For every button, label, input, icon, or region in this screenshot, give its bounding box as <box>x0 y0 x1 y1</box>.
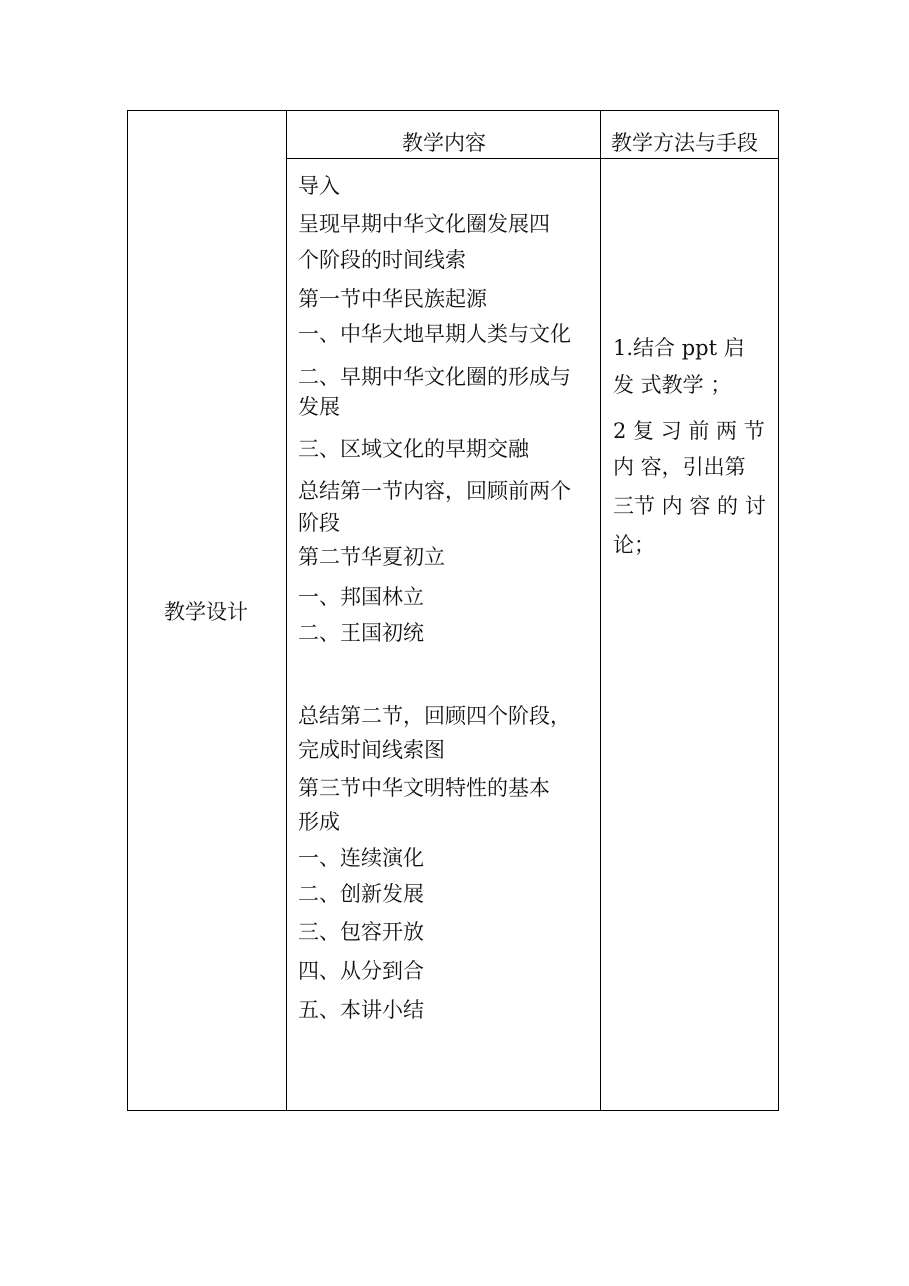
content-line: 五、本讲小结 <box>298 998 424 1022</box>
content-line: 一、连续演化 <box>298 846 424 870</box>
content-line: 一、邦国林立 <box>298 585 424 609</box>
content-line: 阶段 <box>298 511 340 535</box>
content-line: 导入 <box>298 174 340 198</box>
content-line: 一、中华大地早期人类与文化 <box>298 322 571 346</box>
content-line: 第三节中华文明特性的基本 <box>298 776 550 800</box>
content-line: 形成 <box>298 810 340 834</box>
method-line: 发 式教学 ； <box>613 373 732 397</box>
content-line: 二、王国初统 <box>298 621 424 645</box>
content-line: 第一节中华民族起源 <box>298 287 487 311</box>
content-line: 总结第一节内容，回顾前两个 <box>298 479 571 503</box>
column-divider <box>286 110 287 1111</box>
content-line: 三、区域文化的早期交融 <box>298 437 529 461</box>
method-line: 内 容，引出第 <box>613 455 746 479</box>
method-line: 论； <box>613 533 655 557</box>
content-line: 发展 <box>298 395 340 419</box>
header-divider <box>286 158 779 159</box>
content-line: 完成时间线索图 <box>298 738 445 762</box>
content-line: 个阶段的时间线索 <box>298 248 466 272</box>
content-line: 二、早期中华文化圈的形成与 <box>298 365 571 389</box>
header-teaching-method: 教学方法与手段 <box>611 131 758 155</box>
method-line: 2 复 习 前 两 节 <box>613 419 765 443</box>
column-divider <box>600 110 601 1111</box>
header-teaching-content: 教学内容 <box>402 131 486 155</box>
method-line: 三节 内 容 的 讨 <box>613 494 766 518</box>
method-line: 1.结合 ppt 启 <box>613 336 745 360</box>
content-line: 三、包容开放 <box>298 920 424 944</box>
content-line: 二、创新发展 <box>298 882 424 906</box>
content-line: 总结第二节，回顾四个阶段， <box>298 704 571 728</box>
content-line: 四、从分到合 <box>298 959 424 983</box>
content-line: 第二节华夏初立 <box>298 545 445 569</box>
row-label-teaching-design: 教学设计 <box>164 600 248 624</box>
content-line: 呈现早期中华文化圈发展四 <box>298 212 550 236</box>
